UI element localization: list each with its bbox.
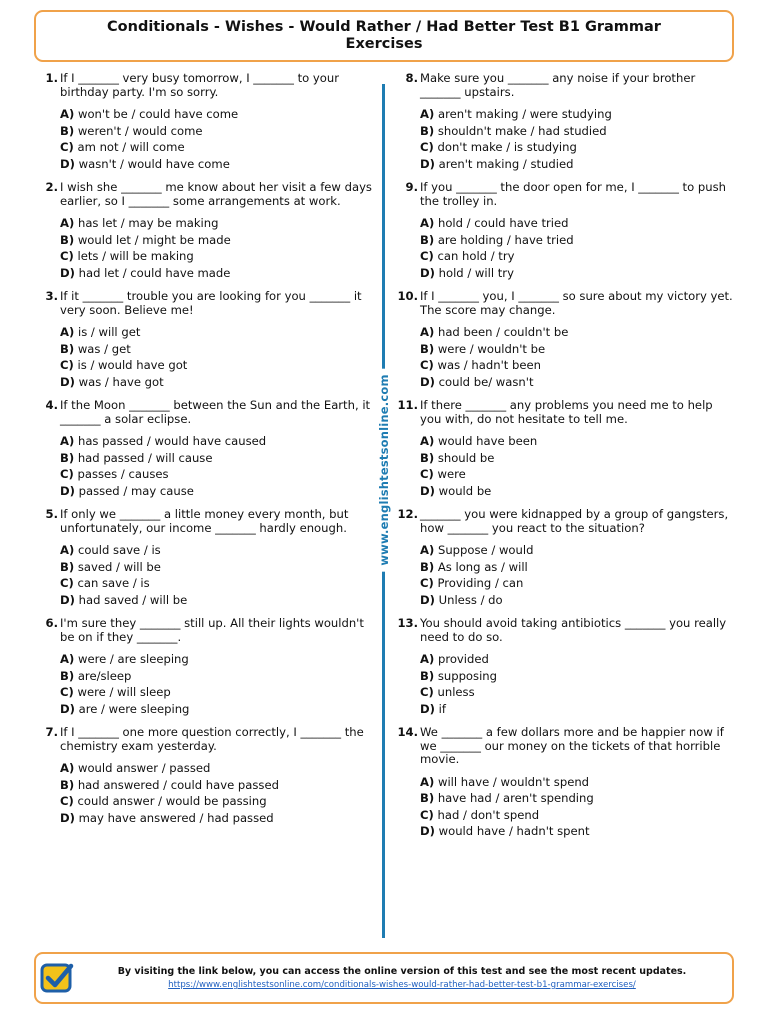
checkbox-icon [40, 961, 74, 995]
answer-option[interactable] [420, 139, 736, 156]
answer-option[interactable] [420, 542, 736, 559]
option-text: Providing / can [437, 576, 524, 590]
answer-option[interactable] [60, 559, 376, 576]
answer-option[interactable] [420, 651, 736, 668]
question-text: Make sure you _______ any noise if your brother _______ upstairs. [420, 71, 696, 99]
answer-option[interactable] [420, 592, 736, 609]
answer-option[interactable] [60, 139, 376, 156]
option-text: is / would have got [77, 358, 188, 372]
answer-option[interactable] [60, 542, 376, 559]
answer-options [60, 215, 376, 281]
question-text: If I _______ one more question correctly, I _______ the chemistry exam yesterday. [60, 725, 364, 753]
option-text: has let / may be making [77, 216, 219, 230]
option-letter: D) [420, 156, 435, 171]
option-text: don't make / is studying [437, 140, 577, 154]
option-text: As long as / will [437, 559, 528, 574]
option-text: should be [437, 450, 495, 465]
option-text: had let / could have made [78, 265, 231, 280]
question-text: If I _______ you, I _______ so sure about my victory yet. The score may change. [420, 289, 733, 317]
option-letter: A) [420, 774, 435, 789]
option-text: would be [438, 483, 492, 498]
option-text: won't be / could have come [77, 107, 239, 121]
option-letter: A) [60, 107, 75, 121]
question-number: 9. [405, 180, 418, 194]
question-2 [36, 181, 376, 281]
answer-option[interactable] [60, 215, 376, 232]
answer-option[interactable] [420, 701, 736, 718]
question-number: 11. [397, 398, 418, 412]
question-number: 6. [45, 616, 58, 630]
question-number: 12. [397, 507, 418, 521]
question-13 [396, 617, 736, 717]
option-text: were / are sleeping [77, 652, 189, 666]
answer-option[interactable] [420, 684, 736, 701]
option-text: have had / aren't spending [437, 791, 594, 805]
answer-options [60, 106, 376, 172]
question-text: If you _______ the door open for me, I _______ to push the trolley in. [420, 180, 726, 208]
question-number: 7. [45, 725, 58, 739]
question-number: 13. [397, 616, 418, 630]
option-letter: A) [60, 761, 75, 775]
option-letter: B) [60, 559, 75, 574]
answer-option[interactable] [60, 466, 376, 483]
question-text: If only we _______ a little money every month, but unfortunately, our income _______ hardly enough. [60, 507, 349, 535]
option-letter: B) [60, 668, 75, 683]
question-text: We _______ a few dollars more and be happier now if we _______ our money on the tickets of that horrible movie. [420, 725, 724, 766]
answer-option[interactable] [60, 433, 376, 450]
answer-option[interactable] [420, 265, 736, 282]
answer-option[interactable] [60, 357, 376, 374]
option-text: had been / couldn't be [437, 325, 569, 339]
option-letter: D) [420, 824, 435, 838]
option-letter: B) [60, 341, 75, 356]
option-text: may have answered / had passed [78, 810, 274, 825]
question-text: I'm sure they _______ still up. All their lights wouldn't be on if they _______. [60, 616, 364, 644]
option-text: is / will get [77, 325, 141, 339]
option-text: were / wouldn't be [437, 341, 546, 356]
option-text: Suppose / would [437, 543, 534, 557]
answer-options [420, 215, 736, 281]
option-letter: D) [60, 374, 75, 389]
option-text: aren't making / were studying [437, 107, 612, 121]
answer-option[interactable] [60, 248, 376, 265]
option-text: saved / will be [77, 559, 161, 574]
option-letter: D) [60, 701, 75, 716]
option-letter: D) [60, 483, 75, 498]
answer-options [420, 542, 736, 608]
option-letter: A) [60, 543, 75, 557]
answer-option[interactable] [60, 374, 376, 391]
option-letter: A) [60, 652, 75, 666]
answer-option[interactable] [60, 106, 376, 123]
answer-option[interactable] [420, 483, 736, 500]
answer-option[interactable] [420, 450, 736, 467]
option-letter: C) [420, 807, 434, 822]
option-letter: B) [60, 777, 75, 792]
answer-options [60, 433, 376, 499]
option-text: weren't / would come [77, 123, 203, 138]
answer-option[interactable] [420, 466, 736, 483]
answer-option[interactable] [420, 433, 736, 450]
question-text: If there _______ any problems you need me to help you with, do not hesitate to tell me. [420, 398, 713, 426]
option-letter: A) [420, 434, 435, 448]
option-text: was / hadn't been [437, 358, 541, 372]
question-12 [396, 508, 736, 608]
option-letter: D) [420, 483, 435, 498]
option-text: would have / hadn't spent [438, 824, 590, 838]
answer-option[interactable] [420, 357, 736, 374]
page-title: Conditionals - Wishes - Would Rather / Had Better Test B1 Grammar Exercises [107, 19, 661, 52]
option-text: are/sleep [77, 668, 132, 683]
option-text: if [438, 701, 446, 716]
answer-option[interactable] [60, 483, 376, 500]
option-letter: D) [60, 265, 75, 280]
option-text: provided [437, 652, 489, 666]
answer-option[interactable] [420, 559, 736, 576]
question-8 [396, 72, 736, 172]
answer-option[interactable] [420, 575, 736, 592]
option-letter: D) [60, 810, 75, 825]
option-text: were / will sleep [77, 685, 171, 699]
option-text: has passed / would have caused [77, 434, 267, 448]
option-text: passed / may cause [78, 483, 194, 498]
option-text: hold / could have tried [437, 216, 569, 230]
option-letter: B) [60, 123, 75, 138]
option-text: would answer / passed [77, 761, 211, 775]
option-letter: D) [60, 156, 75, 171]
answer-option[interactable] [60, 592, 376, 609]
option-letter: B) [420, 559, 435, 574]
footer-box [34, 952, 734, 1004]
answer-options [60, 651, 376, 717]
option-letter: B) [420, 232, 435, 247]
answer-option[interactable] [420, 341, 736, 358]
option-letter: C) [60, 249, 74, 263]
option-letter: D) [60, 592, 75, 607]
option-text: unless [437, 685, 475, 699]
answer-option[interactable] [60, 684, 376, 701]
option-letter: A) [60, 434, 75, 448]
answer-option[interactable] [420, 215, 736, 232]
option-letter: C) [60, 467, 74, 481]
answer-option[interactable] [60, 575, 376, 592]
option-letter: B) [420, 668, 435, 683]
option-text: shouldn't make / had studied [437, 123, 607, 138]
title-box [34, 10, 734, 62]
option-text: could save / is [77, 543, 161, 557]
option-letter: B) [60, 450, 75, 465]
option-text: was / have got [78, 374, 164, 389]
question-3 [36, 290, 376, 390]
question-14 [396, 726, 736, 840]
option-letter: B) [60, 232, 75, 247]
question-text: You should avoid taking antibiotics _______ you really need to do so. [420, 616, 727, 644]
option-text: lets / will be making [77, 249, 194, 263]
answer-option[interactable] [420, 106, 736, 123]
question-text: _______ you were kidnapped by a group of gangsters, how _______ you react to the situation? [420, 507, 729, 535]
option-text: had / don't spend [437, 807, 540, 822]
option-text: will have / wouldn't spend [437, 774, 590, 789]
option-letter: D) [420, 701, 435, 716]
question-number: 8. [405, 71, 418, 85]
option-letter: D) [420, 374, 435, 389]
answer-options [420, 774, 736, 840]
answer-option[interactable] [60, 156, 376, 173]
answer-option[interactable] [420, 232, 736, 249]
answer-option[interactable] [60, 777, 376, 794]
answer-option[interactable] [420, 790, 736, 807]
answer-options [60, 324, 376, 390]
option-letter: B) [420, 450, 435, 465]
option-letter: C) [420, 576, 434, 590]
answer-options [60, 542, 376, 608]
answer-option[interactable] [60, 810, 376, 827]
answer-option[interactable] [60, 760, 376, 777]
option-letter: A) [60, 325, 75, 339]
question-1 [36, 72, 376, 172]
question-9 [396, 181, 736, 281]
answer-options [420, 106, 736, 172]
option-text: can hold / try [437, 249, 515, 263]
option-letter: A) [420, 543, 435, 557]
question-7 [36, 726, 376, 826]
answer-option[interactable] [60, 324, 376, 341]
question-11 [396, 399, 736, 499]
option-letter: C) [420, 358, 434, 372]
answer-option[interactable] [420, 807, 736, 824]
option-letter: A) [60, 216, 75, 230]
option-text: could be/ wasn't [438, 374, 534, 389]
answer-option[interactable] [60, 265, 376, 282]
option-letter: C) [420, 467, 434, 481]
option-text: could answer / would be passing [77, 794, 267, 808]
answer-option[interactable] [60, 668, 376, 685]
option-text: had saved / will be [78, 592, 188, 607]
question-number: 4. [45, 398, 58, 412]
question-text: If I _______ very busy tomorrow, I _______ to your birthday party. I'm so sorry. [60, 71, 339, 99]
option-text: wasn't / would have come [78, 156, 230, 171]
watermark: www.englishtestsonline.com [373, 368, 395, 571]
option-letter: C) [60, 685, 74, 699]
option-text: Unless / do [438, 592, 503, 607]
question-4 [36, 399, 376, 499]
question-number: 14. [397, 725, 418, 739]
option-letter: D) [420, 592, 435, 607]
answer-options [420, 433, 736, 499]
option-text: aren't making / studied [438, 156, 574, 171]
answer-option[interactable] [420, 324, 736, 341]
answer-option[interactable] [60, 701, 376, 718]
option-text: were [437, 467, 466, 481]
answer-option[interactable] [420, 123, 736, 140]
option-text: supposing [437, 668, 497, 683]
answer-option[interactable] [60, 341, 376, 358]
option-text: passes / causes [77, 467, 169, 481]
answer-option[interactable] [420, 774, 736, 791]
option-text: had answered / could have passed [77, 777, 279, 792]
footer-link[interactable]: https://www.englishtestsonline.com/conditionals-wishes-would-rather-had-better-test-b1-grammar-exercises/ [168, 980, 636, 990]
question-number: 2. [45, 180, 58, 194]
option-text: are holding / have tried [437, 232, 574, 247]
answer-option[interactable] [420, 248, 736, 265]
answer-option[interactable] [60, 232, 376, 249]
option-letter: C) [420, 249, 434, 263]
question-number: 3. [45, 289, 58, 303]
answer-option[interactable] [60, 450, 376, 467]
option-text: am not / will come [77, 140, 185, 154]
option-letter: B) [420, 123, 435, 138]
answer-option[interactable] [420, 374, 736, 391]
option-letter: A) [420, 216, 435, 230]
option-text: would let / might be made [77, 232, 231, 247]
footer-note: By visiting the link below, you can access the online version of this test and see the most recent updates. [117, 966, 687, 977]
question-number: 1. [45, 71, 58, 85]
option-letter: C) [420, 685, 434, 699]
option-text: hold / will try [438, 265, 514, 280]
answer-option[interactable] [420, 823, 736, 840]
answer-option[interactable] [60, 123, 376, 140]
answer-options [420, 324, 736, 390]
option-text: are / were sleeping [78, 701, 190, 716]
question-10 [396, 290, 736, 390]
question-text: If the Moon _______ between the Sun and the Earth, it _______ a solar eclipse. [60, 398, 371, 426]
option-text: had passed / will cause [77, 450, 213, 465]
question-number: 10. [397, 289, 418, 303]
option-letter: B) [420, 791, 435, 805]
option-letter: A) [420, 107, 435, 121]
question-5 [36, 508, 376, 608]
option-letter: D) [420, 265, 435, 280]
option-letter: C) [420, 140, 434, 154]
question-text: If it _______ trouble you are looking for you _______ it very soon. Believe me! [60, 289, 362, 317]
answer-options [60, 760, 376, 826]
option-letter: C) [60, 794, 74, 808]
option-letter: C) [60, 140, 74, 154]
option-text: can save / is [77, 576, 150, 590]
question-number: 5. [45, 507, 58, 521]
option-letter: A) [420, 325, 435, 339]
option-letter: A) [420, 652, 435, 666]
answer-option[interactable] [420, 156, 736, 173]
question-text: I wish she _______ me know about her visit a few days earlier, so I _______ some arrangements at work. [60, 180, 372, 208]
option-text: would have been [437, 434, 538, 448]
option-text: was / get [77, 341, 131, 356]
answer-option[interactable] [420, 668, 736, 685]
answer-option[interactable] [60, 793, 376, 810]
option-letter: C) [60, 358, 74, 372]
answer-option[interactable] [60, 651, 376, 668]
option-letter: C) [60, 576, 74, 590]
question-6 [36, 617, 376, 717]
answer-options [420, 651, 736, 717]
option-letter: B) [420, 341, 435, 356]
